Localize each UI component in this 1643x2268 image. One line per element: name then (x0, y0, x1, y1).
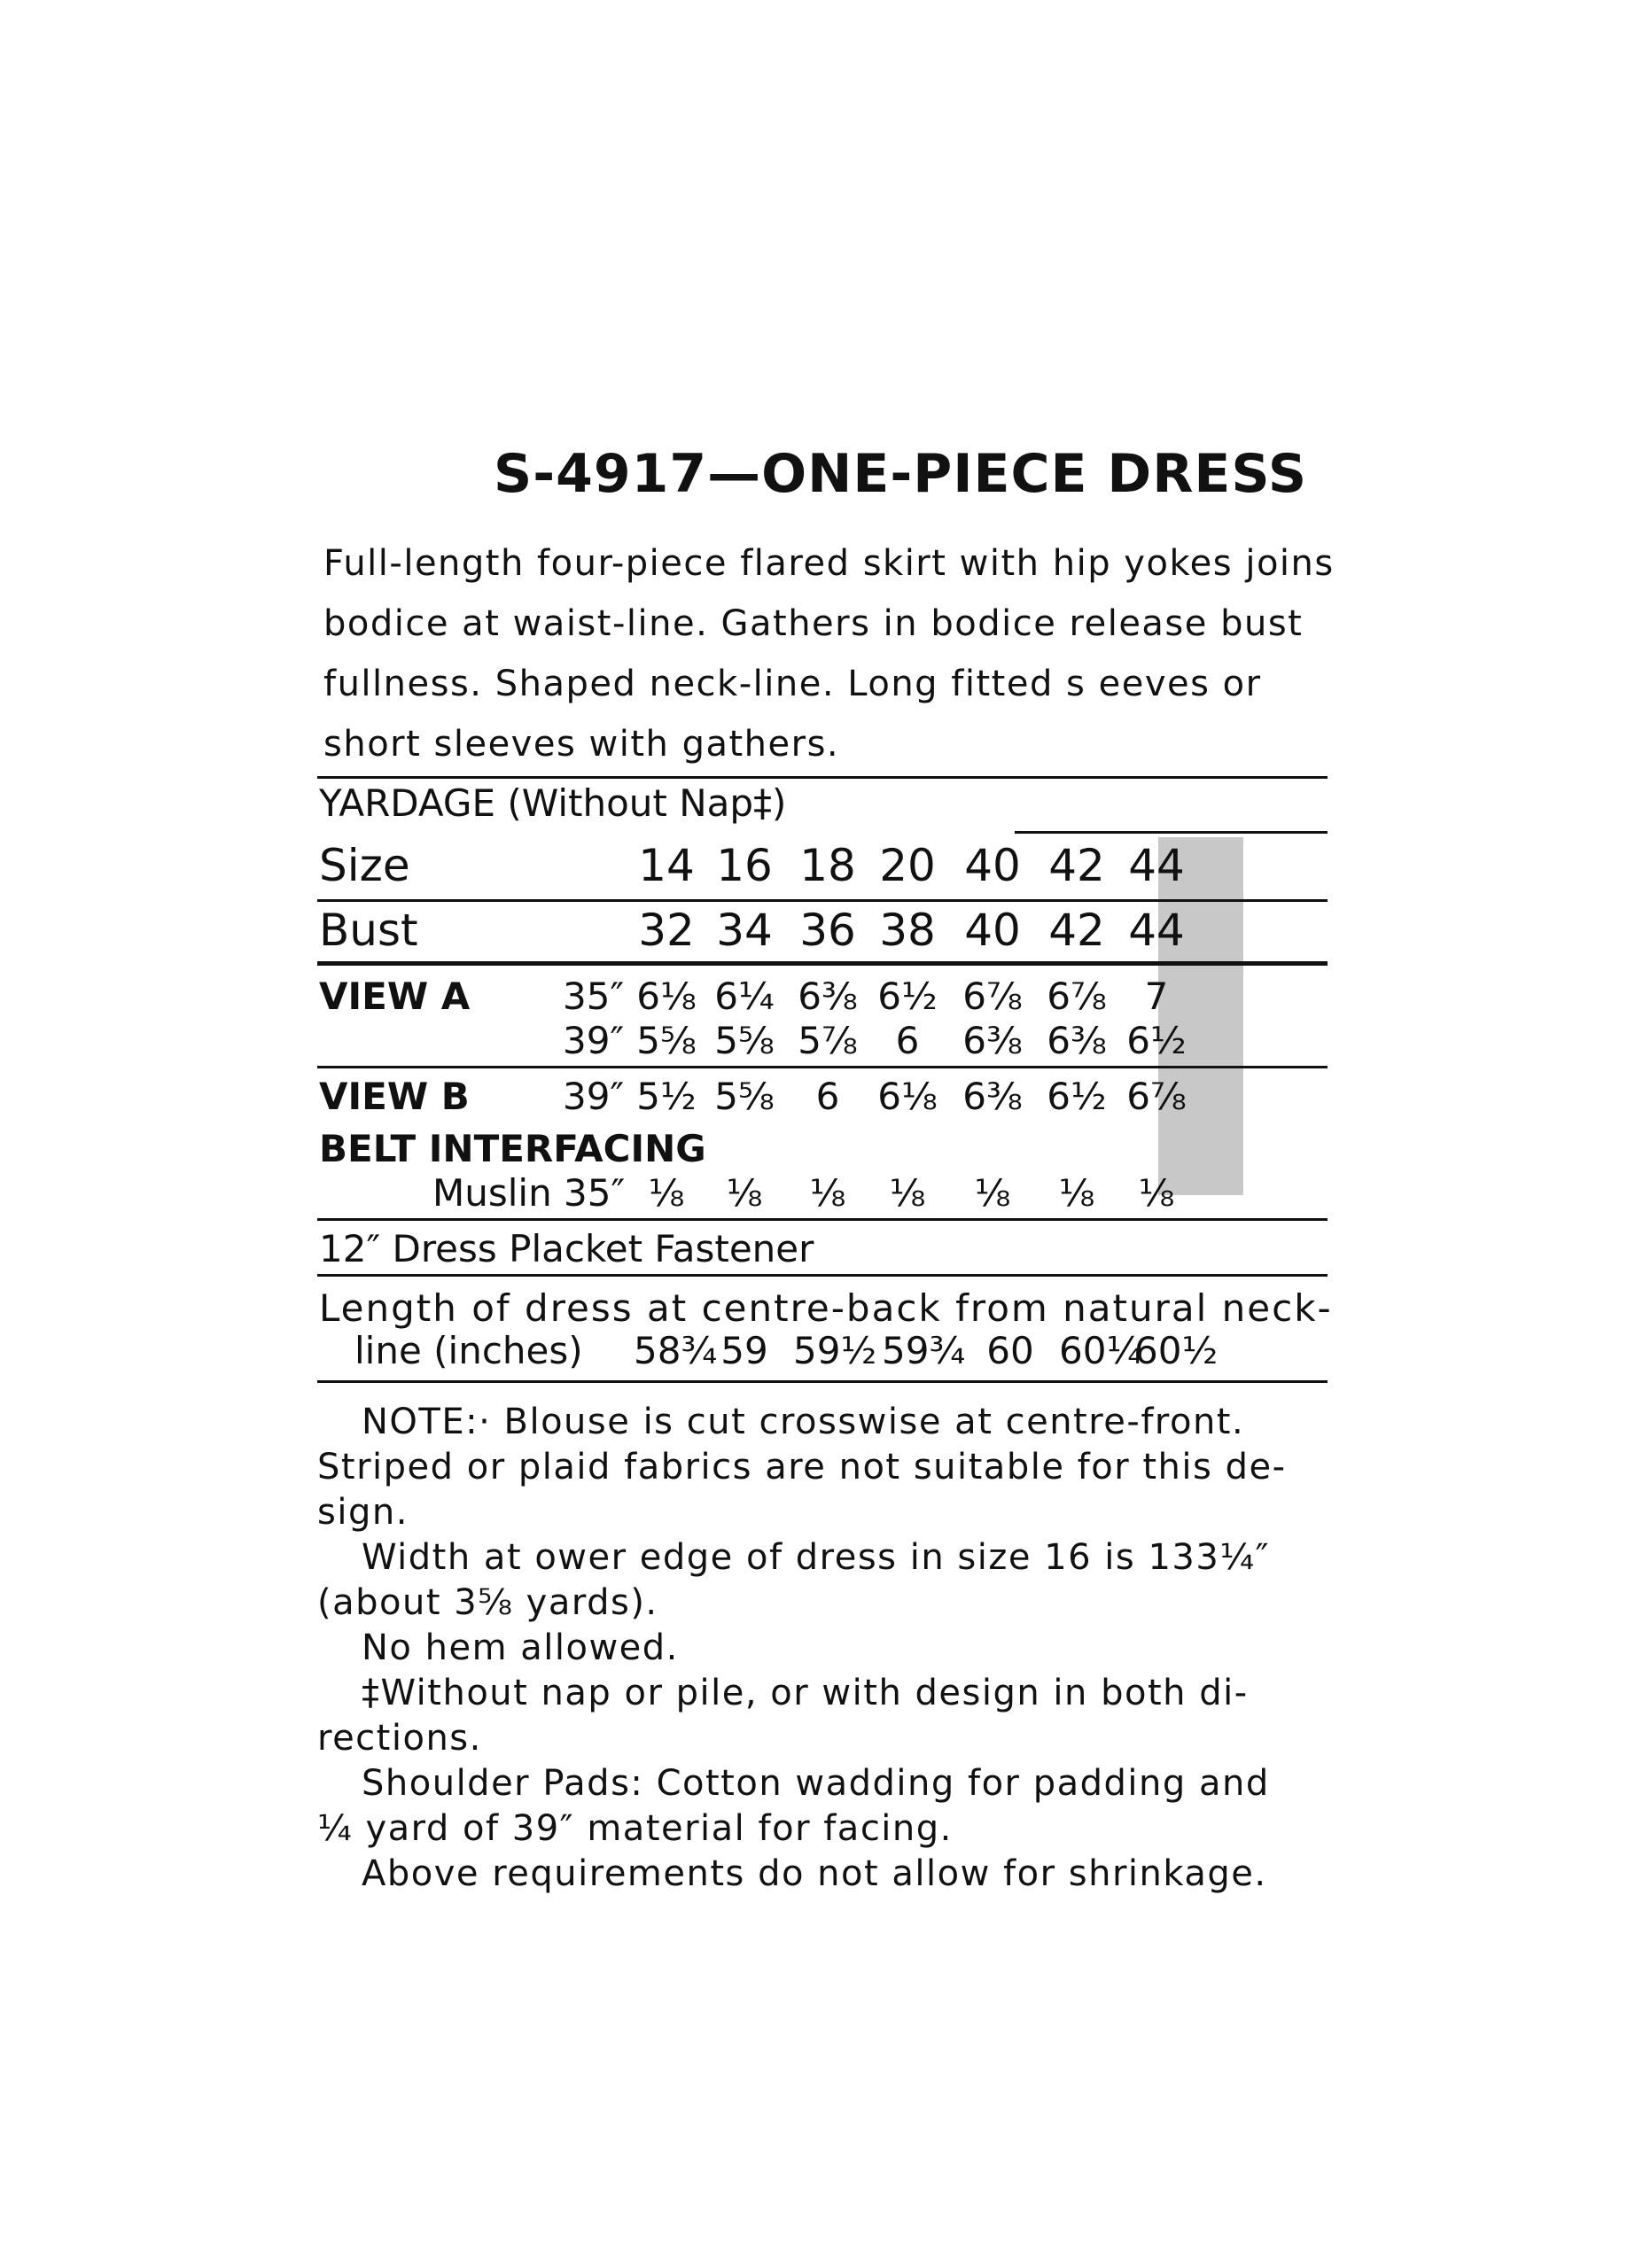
fabric-width: 35″ (563, 975, 625, 1018)
yardage-value: 6⅞ (962, 975, 1023, 1018)
yardage-value: ⅛ (648, 1171, 685, 1215)
fabric-width: 39″ (563, 1019, 625, 1062)
bust-value: 44 (1128, 905, 1185, 956)
yardage-value: 6 (895, 1019, 920, 1062)
description-line: fullness. Shaped neck-line. Long fitted s eeves or (323, 664, 1262, 704)
length-value: 59 (720, 1329, 768, 1372)
size-label: Size (319, 840, 410, 891)
note-line: sign. (317, 1492, 409, 1533)
length-value: 59½ (793, 1329, 877, 1372)
length-value: 58¾ (634, 1329, 718, 1372)
yardage-value: 6⅞ (1126, 1075, 1187, 1118)
yardage-value: 5⅝ (714, 1075, 775, 1118)
length-value: 60 (986, 1329, 1034, 1372)
bust-value: 40 (964, 905, 1021, 956)
yardage-heading: YARDAGE (Without Nap‡) (319, 781, 787, 825)
yardage-value: 6 (815, 1075, 840, 1118)
divider (317, 1218, 1328, 1221)
belt-interfacing-label: BELT INTERFACING (319, 1127, 706, 1170)
yardage-value: 6⅜ (1047, 1019, 1107, 1062)
size-value: 18 (799, 840, 856, 891)
note-line: rections. (317, 1718, 482, 1759)
divider (317, 899, 1328, 902)
size-value: 20 (879, 840, 936, 891)
description-line: Full-length four-piece flared skirt with hip yokes joins (323, 543, 1335, 584)
notes-section (317, 1400, 1336, 1897)
length-text: Length of dress at centre-back from natural neck- (319, 1286, 1333, 1330)
note-line: Above requirements do not allow for shrinkage. (362, 1853, 1267, 1894)
note-line: ‡Without nap or pile, or with design in both di- (362, 1673, 1249, 1713)
fabric-width: 39″ (563, 1075, 625, 1118)
yardage-value: 6⅞ (1047, 975, 1107, 1018)
divider (317, 776, 1328, 779)
divider (1015, 831, 1328, 834)
view-a-label: VIEW A (319, 975, 471, 1018)
size-value: 44 (1128, 840, 1185, 891)
note-line: Shoulder Pads: Cotton wadding for padding and (362, 1763, 1270, 1804)
fastener-text: 12″ Dress Placket Fastener (319, 1227, 814, 1270)
divider (317, 1274, 1328, 1277)
bust-label: Bust (319, 905, 418, 956)
note-line: NOTE:· Blouse is cut crosswise at centre-front. (362, 1402, 1245, 1442)
size-value: 42 (1048, 840, 1105, 891)
yardage-value: 6½ (1047, 1075, 1107, 1118)
bust-value: 38 (879, 905, 936, 956)
length-value: 60½ (1134, 1329, 1219, 1372)
yardage-value: 6½ (877, 975, 938, 1018)
size-value: 14 (638, 840, 695, 891)
divider (317, 1380, 1328, 1383)
yardage-value: 6⅜ (962, 1075, 1023, 1118)
yardage-value: ⅛ (974, 1171, 1011, 1215)
note-line: (about 3⅝ yards). (317, 1582, 658, 1623)
yardage-value: 5⅝ (636, 1019, 697, 1062)
note-line: Striped or plaid fabrics are not suitable for this de- (317, 1447, 1287, 1487)
yardage-value: ⅛ (726, 1171, 763, 1215)
note-line: Width at ower edge of dress in size 16 is 133¼″ (362, 1537, 1271, 1578)
yardage-value: 5½ (636, 1075, 697, 1118)
yardage-value: 5⅞ (798, 1019, 858, 1062)
bust-value: 42 (1048, 905, 1105, 956)
yardage-value: 7 (1144, 975, 1169, 1018)
yardage-value: ⅛ (809, 1171, 846, 1215)
view-b-label: VIEW B (319, 1075, 470, 1118)
length-value: 60¼ (1059, 1329, 1143, 1372)
size-value: 16 (716, 840, 773, 891)
yardage-value: 6⅛ (636, 975, 697, 1018)
yardage-value: 6¼ (714, 975, 775, 1018)
divider (317, 1066, 1328, 1068)
note-line: No hem allowed. (362, 1627, 679, 1668)
muslin-label: Muslin 35″ (432, 1171, 626, 1215)
pattern-description (323, 533, 1335, 774)
yardage-value: 5⅝ (714, 1019, 775, 1062)
length-label: line (inches) (354, 1329, 583, 1372)
pattern-title: S-4917—ONE-PIECE DRESS (494, 443, 1308, 505)
bust-value: 32 (638, 905, 695, 956)
yardage-value: 6⅜ (962, 1019, 1023, 1062)
yardage-value: 6⅜ (798, 975, 858, 1018)
description-line: bodice at waist-line. Gathers in bodice release bust (323, 603, 1304, 644)
yardage-value: 6½ (1126, 1019, 1187, 1062)
yardage-value: ⅛ (1058, 1171, 1095, 1215)
length-value: 59¾ (882, 1329, 966, 1372)
bust-value: 36 (799, 905, 856, 956)
yardage-value: 6⅛ (877, 1075, 938, 1118)
note-line: ¼ yard of 39″ material for facing. (317, 1808, 953, 1849)
yardage-value: ⅛ (889, 1171, 926, 1215)
divider (317, 961, 1328, 966)
description-line: short sleeves with gathers. (323, 724, 840, 765)
yardage-value: ⅛ (1138, 1171, 1175, 1215)
size-value: 40 (964, 840, 1021, 891)
bust-value: 34 (716, 905, 773, 956)
